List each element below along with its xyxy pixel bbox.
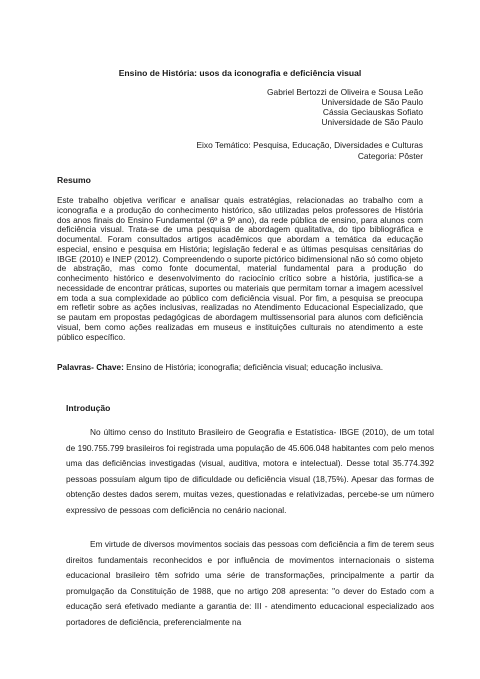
author-name: Cássia Geciauskas Sofiato [322,107,423,117]
paper-title: Ensino de História: usos da iconografia e deficiência visual [118,68,362,78]
keywords-text: Ensino de História; iconografia; deficiência visual; educação inclusiva. [123,362,384,372]
author-affiliation: Universidade de São Paulo [321,97,423,107]
category: Categoria: Pôster [357,150,423,161]
theme-block [196,140,423,161]
abstract-text: Este trabalho objetiva verificar e analisar quais estratégias, relacionadas ao trabalho com a iconografia e a produção do conhecimento histórico, são utilizadas pelos professores de História dos anos finais do Ensino Fundamental (6º a 9º ano), da rede pública de ensino, para alunos com deficiência visual. Trata-se de uma pesquisa de abordagem qualitativa, do tipo bibliográfica e documental. Foram consultados artigos acadêmicos que abordam a temática da educação especial, ensino e pesquisa em História; legislação federal e as últimas pesquisas censitárias do IBGE (2010) e INEP (2012). Compreendendo o suporte pictórico bidimensional não só como objeto de abstração, mas como fonte documental, material fundamental para a produção do conhecimento histórico e desenvolvimento do raciocínio crítico sobre a história, justifica-se a necessidade de encontrar práticas, suportes ou materiais que permitam tornar a imagem acessível em toda a sua complexidade ao público com deficiência visual. Por fim, a pesquisa se preocupa em refletir sobre as ações inclusivas, realizadas no Atendimento Educacional Especializado, que se pautam em propostas pedagógicas de abordagem multissensorial para alunos com deficiência visual, bem como ações realizadas em museus e instituições culturais no atendimento a este público específico. [57,195,423,342]
intro-paragraph: Em virtude de diversos movimentos sociais das pessoas com deficiência a fim de terem seus direitos fundamentais reconhecidos e por influência de movimentos internacionais o sistema educacional brasileiro têm sofrido uma série de transformações, principalmente a partir da promulgação da Constituição de 1988, que no artigo 208 apresenta: "o dever do Estado com a educação será efetivado mediante a garantia de: III - atendimento educacional especializado aos portadores de deficiência, preferencialmente na [66,539,434,627]
abstract-heading: Resumo [57,175,91,185]
author-name: Gabriel Bertozzi de Oliveira e Sousa Leão [267,87,423,97]
keywords [57,362,427,372]
keywords-label: Palavras- Chave: [57,362,124,372]
author-block [267,87,423,127]
intro-heading: Introdução [66,403,111,413]
theme-axis: Eixo Temático: Pesquisa, Educação, Diversidades e Culturas [196,140,423,150]
author-affiliation: Universidade de São Paulo [321,117,423,127]
intro-paragraph: No último censo do Instituto Brasileiro de Geografia e Estatística- IBGE (2010), de um total de 190.755.799 brasileiros foi registrada uma população de 45.606.048 habitantes com pelo menos uma das deficiências investigadas (visual, auditiva, motora e intelectual). Desse total 35.774.392 pessoas possuíam algum tipo de dificuldade ou deficiência visual (18,75%). Apesar das formas de obtenção destes dados serem, muitas vezes, questionadas e relativizadas, percebe-se um número expressivo de pessoas com deficiência no cenário nacional. [66,427,434,515]
